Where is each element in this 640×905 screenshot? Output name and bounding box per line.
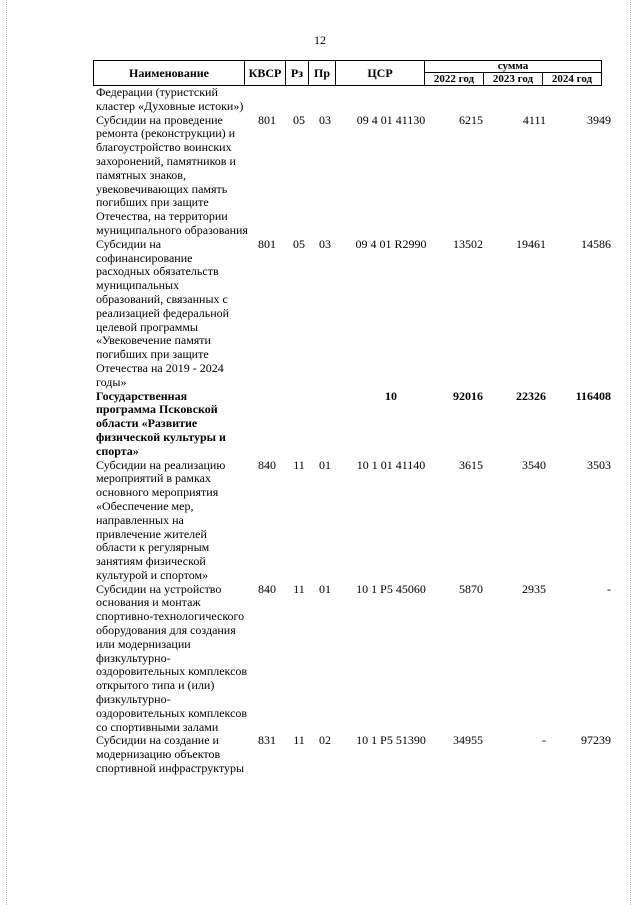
row-pr: 03 — [319, 236, 331, 251]
table-row — [96, 114, 612, 238]
header-csr: ЦСР — [336, 61, 425, 86]
header-kvsr: КВСР — [245, 61, 286, 86]
row-csr: 10 — [385, 388, 397, 403]
row-kvsr: 801 — [258, 236, 276, 251]
row-pr: 01 — [319, 457, 331, 472]
row-sum-2022: 6215 — [459, 112, 483, 127]
header-pr: Пр — [309, 61, 336, 86]
row-kvsr: 831 — [258, 733, 276, 748]
page-number: 12 — [314, 33, 326, 47]
scan-edge-right — [630, 0, 631, 905]
row-csr: 10 1 01 41140 — [356, 457, 426, 472]
row-sum-2023: 22326 — [516, 388, 546, 403]
table-row — [96, 583, 612, 735]
row-kvsr: 801 — [258, 112, 276, 127]
row-csr: 09 4 01 R2990 — [355, 236, 427, 251]
row-sum-2023: 2935 — [522, 581, 546, 596]
row-sum-2023: 4111 — [522, 112, 546, 127]
header-year-2023: 2023 год — [484, 73, 543, 86]
table-row — [96, 459, 612, 583]
table-row — [96, 86, 612, 114]
row-sum-2022: 92016 — [453, 388, 483, 403]
row-sum-2024: 3503 — [587, 457, 611, 472]
header-sum: сумма — [425, 61, 602, 73]
header-year-2022: 2022 год — [425, 73, 484, 86]
row-sum-2023: 19461 — [516, 236, 546, 251]
row-csr: 09 4 01 41130 — [356, 112, 426, 127]
table-row — [96, 238, 612, 390]
header-rz: Рз — [286, 61, 309, 86]
row-sum-2022: 5870 — [459, 581, 483, 596]
row-csr: 10 1 P5 45060 — [356, 581, 426, 596]
table-row-program — [96, 390, 612, 459]
header-year-2024: 2024 год — [543, 73, 602, 86]
row-name: Субсидии на проведение ремонта (реконструкции) и благоустройство воинских захоронений, памятников и памятных знаков, увековечивающих память погибших при защите Отечества, на территории муниципального образования — [96, 112, 248, 237]
row-name: Государственная программа Псковской области «Развитие физической культуры и спорта» — [96, 388, 226, 458]
row-sum-2022: 34955 — [453, 733, 483, 748]
row-pr: 02 — [319, 733, 331, 748]
row-sum-2022: 13502 — [453, 236, 483, 251]
row-name: Субсидии на реализацию мероприятий в рамках основного мероприятия «Обеспечение мер, направленных на привлечение жителей области к регулярным занятиям физической культурой и спортом» — [96, 457, 226, 582]
row-rz: 11 — [293, 457, 305, 472]
row-rz: 05 — [293, 236, 305, 251]
row-sum-2023: - — [542, 733, 546, 748]
row-sum-2022: 3615 — [459, 457, 483, 472]
row-name: Субсидии на софинансирование расходных обязательств муниципальных образований, связанных с реализацией федеральной целевой программы «Увековечение памяти погибших при защите Отечества на 2019 - 2024 годы» — [96, 236, 230, 389]
row-sum-2024: 3949 — [587, 112, 611, 127]
row-csr: 10 1 P5 51390 — [356, 733, 426, 748]
row-name: Федерации (туристский кластер «Духовные истоки») — [96, 85, 244, 113]
row-rz: 11 — [293, 581, 305, 596]
row-kvsr: 840 — [258, 581, 276, 596]
row-kvsr: 840 — [258, 457, 276, 472]
scan-edge-left — [6, 0, 7, 905]
row-sum-2024: 14586 — [581, 236, 611, 251]
row-sum-2024: - — [607, 581, 611, 596]
row-sum-2024: 97239 — [581, 733, 611, 748]
row-sum-2023: 3540 — [522, 457, 546, 472]
table-row — [96, 734, 612, 775]
row-name: Субсидии на устройство основания и монтаж спортивно-технологического оборудования для создания или модернизации физкультурно-оздоровительных комплексов открытого типа и (или) физкультурно-оздоровительных комплексов со спортивными залами — [96, 581, 248, 734]
row-name: Субсидии на создание и модернизацию объектов спортивной инфраструктуры — [96, 733, 245, 776]
row-pr: 01 — [319, 581, 331, 596]
table-body — [96, 86, 612, 776]
table-header — [93, 60, 602, 86]
header-name: Наименование — [94, 61, 245, 86]
row-sum-2024: 116408 — [575, 388, 611, 403]
row-rz: 11 — [293, 733, 305, 748]
row-rz: 05 — [293, 112, 305, 127]
row-pr: 03 — [319, 112, 331, 127]
